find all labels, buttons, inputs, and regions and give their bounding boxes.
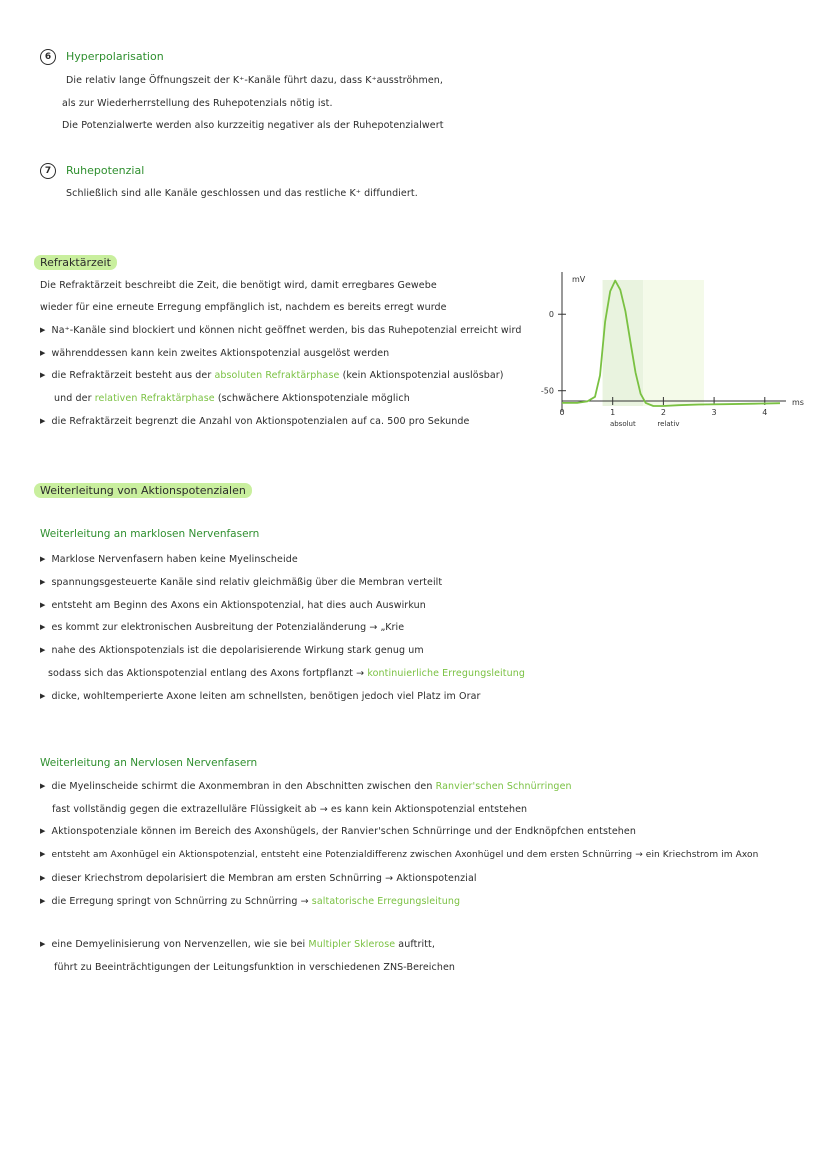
demy-bullet-1 <box>40 939 435 950</box>
nervlose-title: Weiterleitung an Nervlosen Nervenfasern <box>40 757 258 769</box>
x-tick-label: 2 <box>660 408 666 417</box>
demy-b1-pre: eine Demyelinisierung von Nervenzellen, wie sie bei <box>51 939 309 950</box>
mark-bullet-4: ▶ es kommt zur elektronischen Ausbreitung der Potenzialänderung → „Krie <box>40 622 404 633</box>
refrakt-bullet-2: ▶ währenddessen kann kein zweites Aktionspotenzial ausgelöst werden <box>40 348 389 359</box>
mark-bullet-3: ▶ entsteht am Beginn des Axons ein Aktionspotenzial, hat dies auch Auswirkun <box>40 600 426 611</box>
mark-bullet-5-cont <box>48 668 525 679</box>
refrakt-b3-pre: die Refraktärzeit besteht aus der <box>51 370 215 381</box>
y-tick-label: 0 <box>548 310 554 320</box>
ruhe-line-1: Schließlich sind alle Kanäle geschlossen und das restliche K⁺ diffundiert. <box>66 188 418 199</box>
ruhepotenzial-title: Ruhepotenzial <box>66 164 145 177</box>
nerv-b5-pre: die Erregung springt von Schnürring zu Schnürring → <box>51 896 312 907</box>
x-tick-label: 3 <box>711 408 717 417</box>
nerv-bullet-5 <box>40 896 460 907</box>
mark-bullet-5: ▶ nahe des Aktionspotenzials ist die depolarisierende Wirkung stark genug um <box>40 645 424 656</box>
mark-bullet-1: ▶ Marklose Nervenfasern haben keine Myelinscheide <box>40 554 298 565</box>
weiterleitung-heading: Weiterleitung von Aktionspotenzialen <box>34 483 252 498</box>
action-potential-svg <box>530 268 804 438</box>
refrakt-line-1: Die Refraktärzeit beschreibt die Zeit, die benötigt wird, damit erregbares Gewebe <box>40 280 437 291</box>
x-tick-label: 4 <box>762 408 768 417</box>
hyper-line-3: Die Potenzialwerte werden also kurzzeitig negativer als der Ruhepotenzialwert <box>62 120 444 131</box>
absolute-phase-label: absolut <box>609 420 636 428</box>
x-tick-label: 1 <box>610 408 616 417</box>
ranvier-term: Ranvier'schen Schnürringen <box>435 781 572 792</box>
nerv-bullet-4: ▶ dieser Kriechstrom depolarisiert die Membran am ersten Schnürring → Aktionspotenzial <box>40 873 477 884</box>
hyperpolarisation-title: Hyperpolarisation <box>66 50 164 63</box>
nerv-bullet-1 <box>40 781 572 792</box>
refrakt-b3-post: (kein Aktionspotenzial auslösbar) <box>339 370 504 381</box>
refrakt-line-2: wieder für eine erneute Erregung empfänglich ist, nachdem es bereits erregt wurde <box>40 302 447 313</box>
refraktaerzeit-heading: Refraktärzeit <box>34 255 117 270</box>
nerv-b1-pre: die Myelinscheide schirmt die Axonmembran in den Abschnitten zwischen den <box>51 781 436 792</box>
hyper-line-2: als zur Wiederherrstellung des Ruhepotenzials nötig ist. <box>62 98 333 109</box>
relative-phase-term: relativen Refraktärphase <box>94 393 215 404</box>
refrakt-bullet-1: ▶ Na⁺-Kanäle sind blockiert und können nicht geöffnet werden, bis das Ruhepotenzial erreicht wird <box>40 325 522 336</box>
x-axis-label: ms <box>792 398 804 407</box>
absolute-phase-term: absoluten Refraktärphase <box>214 370 340 381</box>
section-number-6: 6 <box>40 49 56 65</box>
saltatory-conduction-term: saltatorische Erregungsleitung <box>311 896 461 907</box>
mark-bullet-6: ▶ dicke, wohltemperierte Axone leiten am schnellsten, benötigen jedoch viel Platz im Orar <box>40 691 481 702</box>
nerv-bullet-1-cont: fast vollständig gegen die extrazelluläre Flüssigkeit ab → es kann kein Aktionspotenzial entstehen <box>52 804 528 815</box>
refrakt-b3b-post: (schwächere Aktionspotenziale möglich <box>214 393 410 404</box>
nerv-bullet-2: ▶ Aktionspotenziale können im Bereich des Axonshügels, der Ranvier'schen Schnürringe und der Endknöpfchen entstehen <box>40 826 636 837</box>
marklose-title: Weiterleitung an marklosen Nervenfasern <box>40 528 260 540</box>
refrakt-bullet-3 <box>40 370 504 381</box>
continuous-conduction-term: kontinuierliche Erregungsleitung <box>367 668 525 679</box>
refrakt-bullet-4: ▶ die Refraktärzeit begrenzt die Anzahl von Aktionspotenzialen auf ca. 500 pro Sekunde <box>40 416 469 427</box>
refrakt-b3b-pre: und der <box>54 393 95 404</box>
refrakt-bullet-3-cont <box>54 393 410 404</box>
action-potential-chart <box>530 268 804 438</box>
y-tick-label: -50 <box>540 386 554 396</box>
hyper-line-1: Die relativ lange Öffnungszeit der K⁺-Kanäle führt dazu, dass K⁺ausströhmen, <box>66 75 444 86</box>
section-number-7: 7 <box>40 163 56 179</box>
y-axis-label: mV <box>572 275 586 284</box>
relative-phase-label: relativ <box>657 420 680 428</box>
ms-term: Multipler Sklerose <box>308 939 396 950</box>
x-tick-label: 0 <box>559 408 565 417</box>
nerv-bullet-3: ▶ entsteht am Axonhügel ein Aktionspotenzial, entsteht eine Potenzialdifferenz zwischen Axonhügel und dem ersten Schnürring → ein Kriechstrom im Axon <box>40 850 758 860</box>
mark-bullet-2: ▶ spannungsgesteuerte Kanäle sind relativ gleichmäßig über die Membran verteilt <box>40 577 442 588</box>
mark-b5b-pre: sodass sich das Aktionspotenzial entlang des Axons fortpflanzt → <box>48 668 368 679</box>
demy-bullet-1-cont: führt zu Beeinträchtigungen der Leitungsfunktion in verschiedenen ZNS-Bereichen <box>54 962 456 973</box>
demy-b1-post: auftritt, <box>395 939 435 950</box>
relative-phase-band <box>643 280 704 406</box>
